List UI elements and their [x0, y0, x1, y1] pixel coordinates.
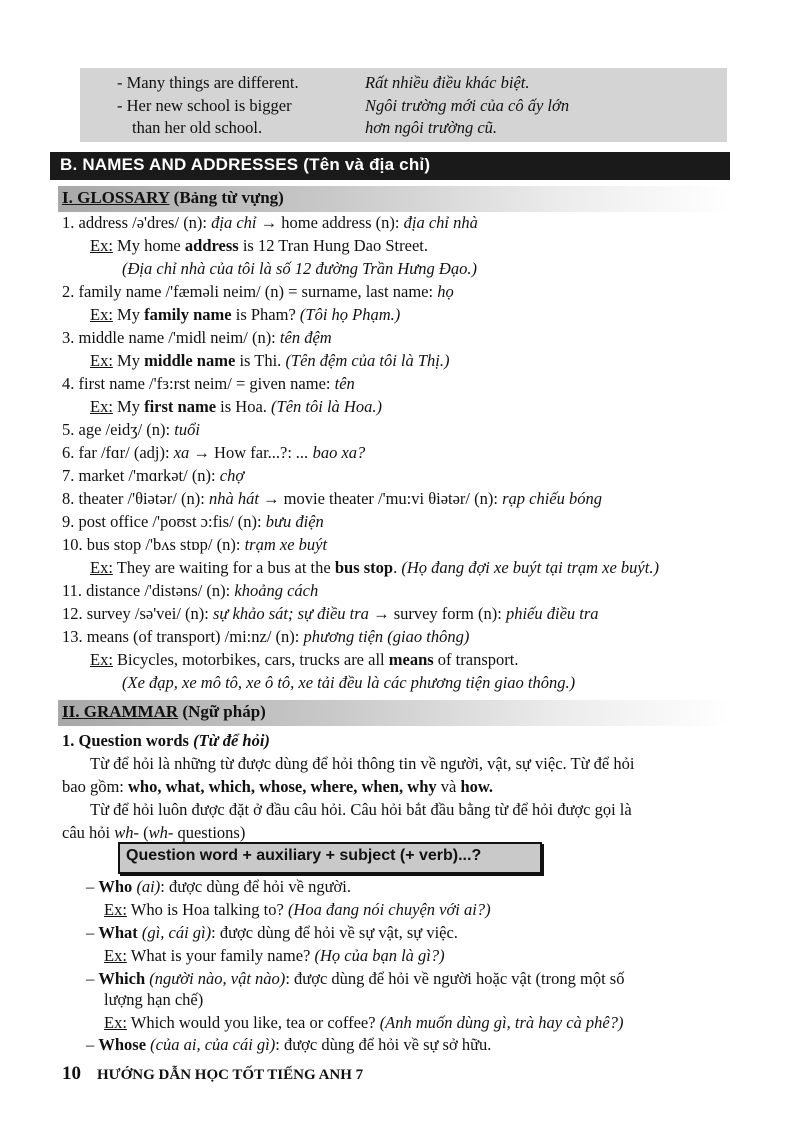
example-en-3: than her old school. — [132, 118, 263, 137]
glossary-item-6: 6. far /fɑr/ (adj): xa → How far...?: ... bao xa? — [62, 443, 366, 462]
glossary-example-1: Ex: My home address is 12 Tran Hung Dao Street. — [90, 236, 428, 255]
whose-entry: – Whose (của ai, của cái gì): được dùng để hỏi về sự sở hữu. — [86, 1035, 492, 1054]
glossary-item-2: 2. family name /'fæməli neim/ (n) = surname, last name: họ — [62, 282, 454, 301]
question-words-heading: 1. Question words (Từ để hỏi) — [62, 731, 270, 750]
which-example: Ex: Which would you like, tea or coffee? (Anh muốn dùng gì, trà hay cà phê?) — [104, 1013, 624, 1032]
paragraph-2-line-2: câu hỏi wh- (wh- questions) — [62, 823, 246, 842]
page-number: 10 — [62, 1063, 81, 1084]
who-example: Ex: Who is Hoa talking to? (Hoa đang nói chuyện với ai?) — [104, 900, 491, 919]
example-vi-1: Rất nhiều điều khác biệt. — [365, 73, 530, 92]
example-vi-3: hơn ngôi trường cũ. — [365, 118, 498, 137]
glossary-example-3: Ex: My middle name is Thi. (Tên đệm của tôi là Thị.) — [90, 351, 450, 370]
paragraph-2-line-1: Từ để hỏi luôn được đặt ở đầu câu hỏi. Câu hỏi bắt đầu bằng từ để hỏi được gọi là — [90, 800, 632, 819]
section-title: B. NAMES AND ADDRESSES (Tên và địa chỉ) — [60, 155, 431, 174]
glossary-example-2: Ex: My family name is Pham? (Tôi họ Phạm.) — [90, 305, 401, 324]
glossary-translation-1: (Địa chỉ nhà của tôi là số 12 đường Trần Hưng Đạo.) — [122, 259, 477, 278]
glossary-item-11: 11. distance /'distəns/ (n): khoảng cách — [62, 581, 319, 600]
glossary-item-4: 4. first name /'fɜ:rst neim/ = given name: tên — [62, 374, 355, 393]
glossary-example-10: Ex: They are waiting for a bus at the bus stop. (Họ đang đợi xe buýt tại trạm xe buýt.) — [90, 558, 659, 577]
book-title: HƯỚNG DẪN HỌC TỐT TIẾNG ANH 7 — [97, 1067, 364, 1083]
glossary-item-10: 10. bus stop /'bʌs stɒp/ (n): trạm xe buýt — [62, 535, 328, 554]
example-box — [80, 68, 727, 142]
glossary-item-12: 12. survey /sə'vei/ (n): sự khảo sát; sự điều tra → survey form (n): phiếu điều tra — [62, 604, 599, 623]
glossary-translation-13: (Xe đạp, xe mô tô, xe ô tô, xe tải đều là các phương tiện giao thông.) — [122, 673, 576, 692]
which-entry: – Which (người nào, vật nào): được dùng để hỏi về người hoặc vật (trong một số — [86, 969, 625, 988]
glossary-example-4: Ex: My first name is Hoa. (Tên tôi là Hoa.) — [90, 397, 382, 416]
glossary-example-13: Ex: Bicycles, motorbikes, cars, trucks are all means of transport. — [90, 650, 519, 669]
glossary-item-9: 9. post office /'poʊst ɔ:fis/ (n): bưu điện — [62, 512, 324, 531]
which-entry-continued: lượng hạn chế) — [104, 990, 204, 1009]
glossary-item-13: 13. means (of transport) /mi:nz/ (n): phương tiện (giao thông) — [62, 627, 470, 646]
section-header — [50, 152, 730, 180]
example-en-1: - Many things are different. — [117, 73, 299, 92]
paragraph-1-line-2: bao gồm: who, what, which, whose, where, when, why và how. — [62, 777, 494, 796]
glossary-item-3: 3. middle name /'midl neim/ (n): tên đệm — [62, 328, 332, 347]
what-example: Ex: What is your family name? (Họ của bạn là gì?) — [104, 946, 445, 965]
paragraph-1-line-1: Từ để hỏi là những từ được dùng để hỏi thông tin về người, vật, sự việc. Từ để hỏi — [90, 754, 635, 773]
what-entry: – What (gì, cái gì): được dùng để hỏi về sự vật, sự việc. — [86, 923, 458, 942]
glossary-item-7: 7. market /'mɑrkət/ (n): chợ — [62, 466, 245, 485]
who-entry: – Who (ai): được dùng để hỏi về người. — [86, 877, 351, 896]
grammar-heading: II. GRAMMAR (Ngữ pháp) — [58, 700, 730, 726]
page-footer — [62, 1063, 363, 1085]
example-vi-2: Ngôi trường mới của cô ấy lớn — [365, 96, 570, 115]
example-en-2: - Her new school is bigger — [117, 96, 292, 115]
glossary-item-1: 1. address /ə'dres/ (n): địa chỉ → home address (n): địa chỉ nhà — [62, 213, 478, 232]
glossary-item-8: 8. theater /'θiətər/ (n): nhà hát → movie theater /'mu:vi θiətər/ (n): rạp chiếu bóng — [62, 489, 602, 508]
formula-box — [118, 842, 542, 874]
glossary-heading: I. GLOSSARY (Bảng từ vựng) — [58, 186, 730, 212]
glossary-item-5: 5. age /eidʒ/ (n): tuổi — [62, 420, 200, 439]
formula-text: Question word + auxiliary + subject (+ verb)...? — [126, 847, 482, 864]
